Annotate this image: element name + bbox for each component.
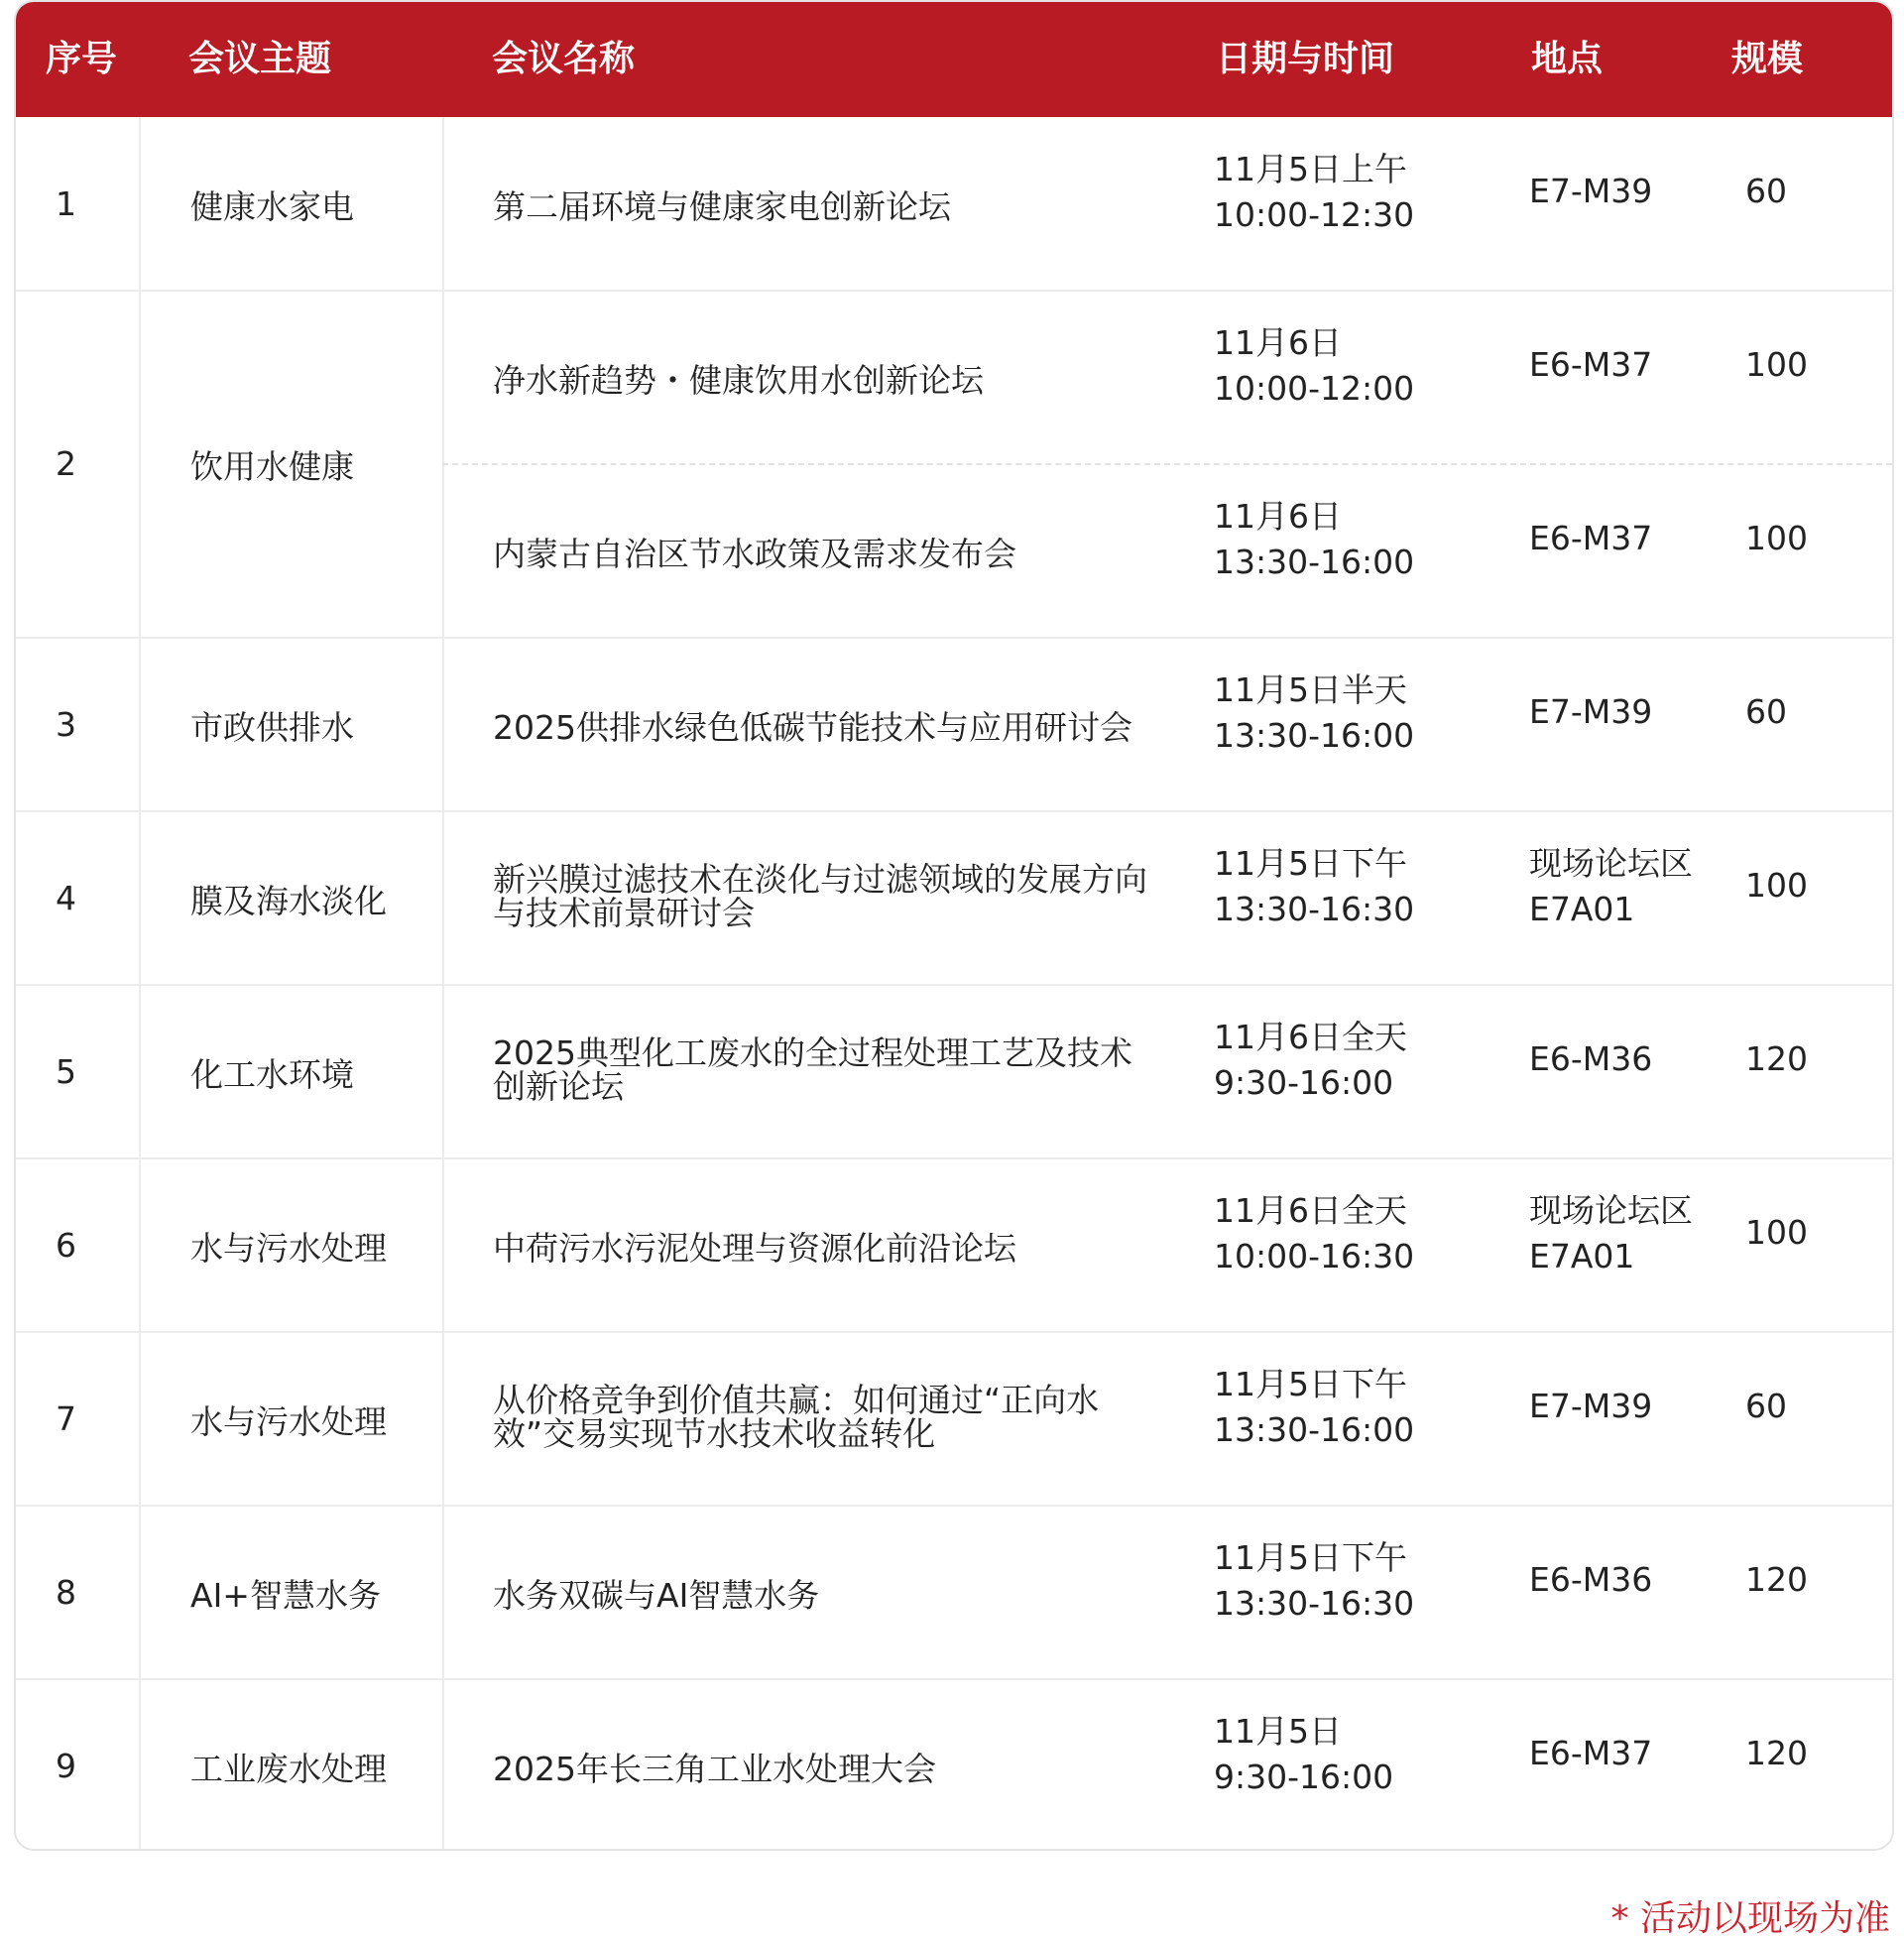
event-name: 水务双碳与AI智慧水务 [493, 1575, 820, 1615]
event-scale: 100 [1745, 518, 1808, 557]
column-divider [139, 117, 141, 1849]
row-divider [16, 1678, 1892, 1680]
event-time: 13:30-16:30 [1214, 889, 1415, 928]
event-scale: 100 [1745, 865, 1808, 905]
event-location: E6-M36 [1529, 1038, 1653, 1078]
row-number: 6 [56, 1225, 76, 1265]
row-number: 4 [56, 878, 76, 917]
row-theme: 健康水家电 [190, 186, 354, 226]
event-name: 第二届环境与健康家电创新论坛 [493, 186, 951, 226]
event-location: E6-M37 [1529, 344, 1653, 384]
event-location-code: E7A01 [1529, 889, 1635, 928]
event-location: E6-M37 [1529, 518, 1653, 557]
header-location: 地点 [1531, 39, 1604, 79]
event-date: 11月6日 [1214, 496, 1342, 536]
event-name: 中荷污水污泥处理与资源化前沿论坛 [493, 1228, 1016, 1268]
event-name: 从价格竞争到价值共赢：如何通过“正向水效”交易实现节水技术收益转化 [493, 1380, 1100, 1453]
event-location: E6-M36 [1529, 1559, 1653, 1599]
event-date: 11月5日 [1214, 1711, 1342, 1751]
event-scale: 120 [1745, 1038, 1808, 1078]
event-name: 2025典型化工废水的全过程处理工艺及技术创新论坛 [493, 1032, 1132, 1106]
row-number: 9 [56, 1746, 76, 1785]
header-datetime: 日期与时间 [1216, 39, 1395, 79]
event-time: 10:00-16:30 [1214, 1236, 1415, 1275]
event-scale: 100 [1745, 344, 1808, 384]
event-date: 11月6日全天 [1214, 1190, 1407, 1230]
header-name: 会议名称 [492, 39, 636, 79]
table-header [16, 2, 1892, 117]
event-scale: 120 [1745, 1733, 1808, 1772]
event-scale: 100 [1745, 1212, 1808, 1252]
event-time: 13:30-16:00 [1214, 542, 1415, 581]
row-number: 5 [56, 1051, 76, 1091]
row-number: 3 [56, 704, 76, 744]
event-location: E7-M39 [1529, 1386, 1653, 1425]
event-time: 10:00-12:30 [1214, 194, 1415, 234]
event-name: 净水新趋势・健康饮用水创新论坛 [493, 360, 984, 400]
event-time: 13:30-16:00 [1214, 715, 1415, 755]
row-number: 2 [56, 444, 76, 483]
event-name: 2025供排水绿色低碳节能技术与应用研讨会 [493, 707, 1132, 747]
row-number: 1 [56, 183, 76, 223]
event-name: 内蒙古自治区节水政策及需求发布会 [493, 534, 1016, 573]
event-location: 现场论坛区 [1529, 1190, 1693, 1230]
schedule-table [14, 0, 1894, 1851]
row-divider-dashed [442, 463, 1892, 465]
row-theme: 工业废水处理 [190, 1749, 387, 1788]
row-divider [16, 1331, 1892, 1333]
row-theme: 水与污水处理 [190, 1401, 387, 1441]
event-location: E7-M39 [1529, 691, 1653, 731]
event-date: 11月5日下午 [1214, 843, 1407, 883]
event-time: 13:30-16:00 [1214, 1409, 1415, 1449]
row-divider [16, 810, 1892, 812]
event-scale: 60 [1745, 691, 1787, 731]
event-time: 9:30-16:00 [1214, 1062, 1394, 1102]
event-location: E6-M37 [1529, 1733, 1653, 1772]
event-time: 13:30-16:30 [1214, 1583, 1415, 1623]
event-time: 9:30-16:00 [1214, 1757, 1394, 1796]
event-date: 11月5日上午 [1214, 149, 1407, 188]
row-divider [16, 1157, 1892, 1159]
row-divider [16, 984, 1892, 986]
row-divider [16, 637, 1892, 639]
event-location-code: E7A01 [1529, 1236, 1635, 1275]
row-theme: 化工水环境 [190, 1054, 354, 1094]
event-scale: 60 [1745, 1386, 1787, 1425]
event-scale: 120 [1745, 1559, 1808, 1599]
event-date: 11月6日 [1214, 322, 1342, 362]
event-location: 现场论坛区 [1529, 843, 1693, 883]
header-scale: 规模 [1731, 39, 1804, 79]
event-date: 11月5日下午 [1214, 1364, 1407, 1403]
footnote: * 活动以现场为准 [1610, 1898, 1890, 1939]
event-name: 2025年长三角工业水处理大会 [493, 1749, 936, 1788]
row-number: 7 [56, 1398, 76, 1438]
event-date: 11月5日下午 [1214, 1537, 1407, 1577]
event-name: 新兴膜过滤技术在淡化与过滤领域的发展方向与技术前景研讨会 [493, 859, 1147, 932]
row-theme: AI+智慧水务 [190, 1575, 381, 1615]
header-theme: 会议主题 [188, 39, 332, 79]
header-no: 序号 [46, 39, 118, 79]
event-time: 10:00-12:00 [1214, 368, 1415, 408]
event-scale: 60 [1745, 171, 1787, 210]
event-date: 11月6日全天 [1214, 1017, 1407, 1056]
row-theme: 饮用水健康 [190, 447, 354, 486]
column-divider [442, 117, 444, 1849]
row-theme: 膜及海水淡化 [190, 881, 387, 920]
row-divider [16, 290, 1892, 292]
event-date: 11月5日半天 [1214, 669, 1407, 709]
row-theme: 水与污水处理 [190, 1228, 387, 1268]
row-divider [16, 1505, 1892, 1507]
row-number: 8 [56, 1572, 76, 1612]
event-location: E7-M39 [1529, 171, 1653, 210]
row-theme: 市政供排水 [190, 707, 354, 747]
